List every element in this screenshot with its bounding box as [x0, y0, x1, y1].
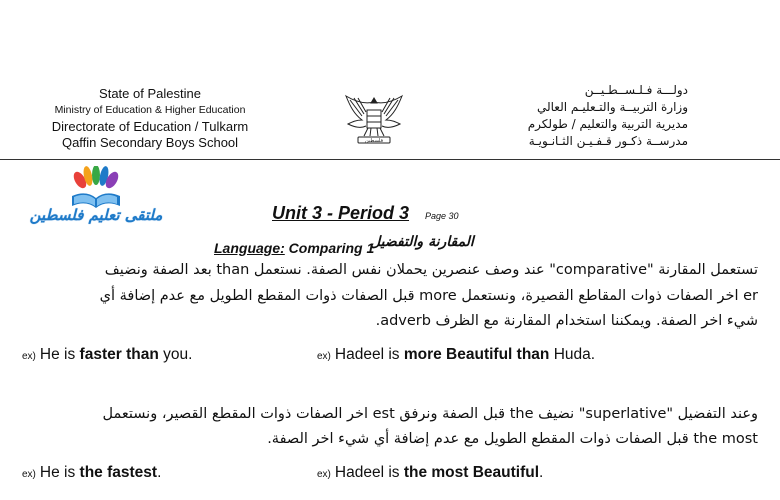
- header-en-line-4: Qaffin Secondary Boys School: [61, 135, 239, 150]
- header-en-line-2: Ministry of Education & Higher Education: [54, 104, 246, 116]
- palestine-emblem: [338, 92, 410, 154]
- superlative-example-2: ex) Hadeel is the most Beautiful.: [317, 464, 544, 481]
- emblem-caption: فلسطين: [365, 138, 383, 144]
- unit-title: Unit 3 - Period 3: [272, 203, 410, 223]
- language-arabic: المقارنة والتفضيل: [370, 234, 474, 250]
- comparative-example-2: ex) Hadeel is more Beautiful than Huda.: [317, 346, 596, 363]
- language-topic: Comparing 1: [288, 240, 375, 256]
- comparative-line-2: er اخر الصفات ذوات المقاطع القصيرة، ونستعمل more قبل الصفات ذوات المقطع الطويل مع عدم إضافة أي: [99, 288, 758, 304]
- language-english: [214, 240, 374, 256]
- language-label: Language:: [214, 240, 285, 256]
- header-en-line-3: Directorate of Education / Tulkarm: [51, 119, 249, 134]
- comparative-example-1: ex) He is faster than you.: [22, 346, 193, 363]
- header-arabic: [428, 82, 688, 150]
- header-ar-line-2: وزارة التربيــة والتـعليـم العالي: [536, 100, 688, 114]
- page-number: Page 30: [425, 211, 459, 221]
- comparative-line-3: شيء اخر الصفة. ويمكننا استخدام المقارنة مع الظرف adverb.: [375, 313, 758, 329]
- header-english: [0, 86, 300, 151]
- logo-text: ملتقى تعليم فلسطين: [29, 206, 163, 224]
- superlative-example-1: ex) He is the fastest.: [22, 464, 162, 481]
- header-ar-line-1: دولـــة فـلـســطـيــن: [584, 83, 688, 97]
- header-en-line-1: State of Palestine: [99, 86, 201, 101]
- superlative-line-1: وعند التفضيل "superlative" نضيف the قبل الصفة ونرفق est اخر الصفات ذوات المقطع القصير، ونستعمل: [102, 406, 758, 422]
- comparative-line-1: تستعمل المقارنة "comparative" عند وصف عنصرين يحملان نفس الصفة. نستعمل than بعد الصفة ونضيف: [104, 262, 758, 278]
- header-ar-line-4: مدرســة ذكـور قـفـيـن الثـانـويـة: [528, 134, 688, 148]
- eagle-emblem-icon: [338, 92, 410, 154]
- superlative-line-2: the most قبل الصفات ذوات المقطع الطويل مع عدم إضافة أي شيء اخر الصفة.: [267, 431, 758, 447]
- header-divider: [0, 159, 780, 160]
- header-ar-line-3: مديرية التربية والتعليم / طولكرم: [527, 117, 688, 131]
